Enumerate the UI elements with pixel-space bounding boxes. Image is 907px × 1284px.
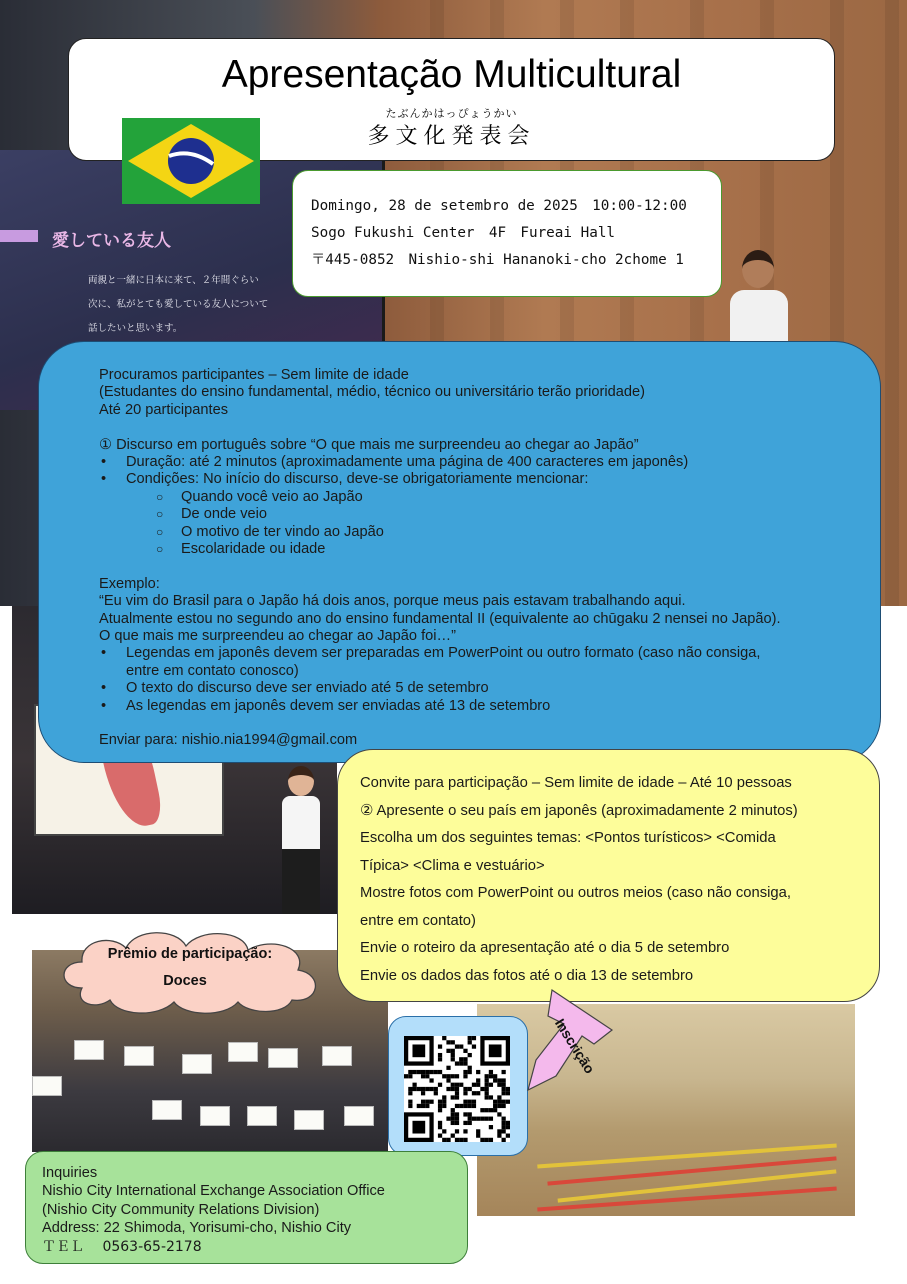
presentation-line: ② Apresente o seu país em japonês (aproximadamente 2 minutos) xyxy=(360,802,798,819)
list-item: • Duração: até 2 minutos (aproximadamente uma página de 400 caracteres em japonês) xyxy=(101,454,689,471)
slide-title: 愛している友人 xyxy=(52,231,171,251)
list-item: ○ Escolaridade ou idade xyxy=(156,541,326,558)
brazil-flag-icon xyxy=(122,118,260,204)
slide-line: 話したいと思います。 xyxy=(88,323,183,334)
registration-label[interactable]: Inscrição xyxy=(551,1015,599,1077)
inquiries-box xyxy=(25,1151,468,1264)
example-line: Atualmente estou no segundo ano do ensino fundamental II (equivalente ao chūgaku 2 nensei no Japão). xyxy=(99,610,781,627)
event-date-time: Domingo, 28 de setembro de 2025 10:00-12:00 xyxy=(311,198,687,214)
list-item: • O texto do discurso deve ser enviado até 5 de setembro xyxy=(101,680,489,697)
list-item: • As legendas em japonês devem ser enviadas até 13 de setembro xyxy=(101,697,551,714)
event-address: 〒445-0852 Nishio-shi Hananoki-cho 2chome 1 xyxy=(311,252,684,268)
example-line: O que mais me surpreendeu ao chegar ao Japão foi…” xyxy=(99,628,456,645)
speech-limit: Até 20 participantes xyxy=(99,401,228,418)
list-item: • Condições: No início do discurso, deve-se obrigatoriamente mencionar: xyxy=(101,471,589,488)
presentation-line: entre em contato) xyxy=(360,912,476,929)
prize-value: Doces xyxy=(163,973,207,989)
list-item: ○ De onde veio xyxy=(156,506,268,523)
presentation-line: Típica> <Clima e vestuário> xyxy=(360,857,545,874)
prize-cloud-icon xyxy=(52,926,327,1014)
list-item: ○ Quando você veio ao Japão xyxy=(156,488,363,505)
event-venue: Sogo Fukushi Center 4F Fureai Hall xyxy=(311,225,616,241)
slide-line: 次に、私がとても愛している友人について xyxy=(88,299,269,310)
list-item: entre em contato conosco) xyxy=(126,662,299,679)
speech-heading: Procuramos participantes – Sem limite de idade xyxy=(99,367,409,383)
qr-code-icon[interactable] xyxy=(404,1036,510,1142)
example-label: Exemplo: xyxy=(99,575,160,592)
page-title: Apresentação Multicultural xyxy=(221,53,682,96)
inquiries-address: Address: 22 Shimoda, Yorisumi-cho, Nishio City xyxy=(42,1220,352,1237)
presentation-line: Envie os dados das fotos até o dia 13 de setembro xyxy=(360,967,694,984)
speaker-girl-photo xyxy=(280,766,322,914)
title-furigana: たぶんかはっぴょうかい xyxy=(385,107,518,120)
inquiries-phone[interactable]: ＴＥＬ 0563-65-2178 xyxy=(42,1238,202,1255)
speech-section xyxy=(38,341,881,763)
send-to-email: Enviar para: nishio.nia1994@gmail.com xyxy=(99,732,358,749)
presentation-line: Escolha um dos seguintes temas: <Pontos turísticos> <Comida xyxy=(360,830,776,846)
presentation-line: Envie o roteiro da apresentação até o dia 5 de setembro xyxy=(360,940,730,956)
presentation-section xyxy=(337,749,880,1002)
prize-label: Prêmio de participação: xyxy=(107,946,273,962)
speech-priority: (Estudantes do ensino fundamental, médio, técnico ou universitário terão prioridade) xyxy=(99,384,645,401)
speaker-boy-photo xyxy=(728,250,790,350)
presentation-line: Convite para participação – Sem limite de idade – Até 10 pessoas xyxy=(360,775,792,791)
presentation-line: Mostre fotos com PowerPoint ou outros meios (caso não consiga, xyxy=(360,885,791,901)
example-line: “Eu vim do Brasil para o Japão há dois anos, porque meus pais estavam trabalhando aqui. xyxy=(99,593,686,610)
list-item: • Legendas em japonês devem ser preparadas em PowerPoint ou outro formato (caso não consiga, xyxy=(101,645,761,662)
event-info-box xyxy=(292,170,722,297)
speech-topic: ① Discurso em português sobre “O que mais me surpreendeu ao chegar ao Japão” xyxy=(99,436,639,453)
inquiries-org: Nishio City International Exchange Association Office xyxy=(42,1183,385,1200)
inquiries-division: (Nishio City Community Relations Division) xyxy=(42,1201,320,1218)
inquiries-heading: Inquiries xyxy=(42,1165,98,1181)
title-japanese: 多文化発表会 xyxy=(367,124,536,149)
slide-line: 両親と一緒に日本に来て、２年間ぐらい xyxy=(88,275,259,286)
list-item: ○ O motivo de ter vindo ao Japão xyxy=(156,523,384,540)
